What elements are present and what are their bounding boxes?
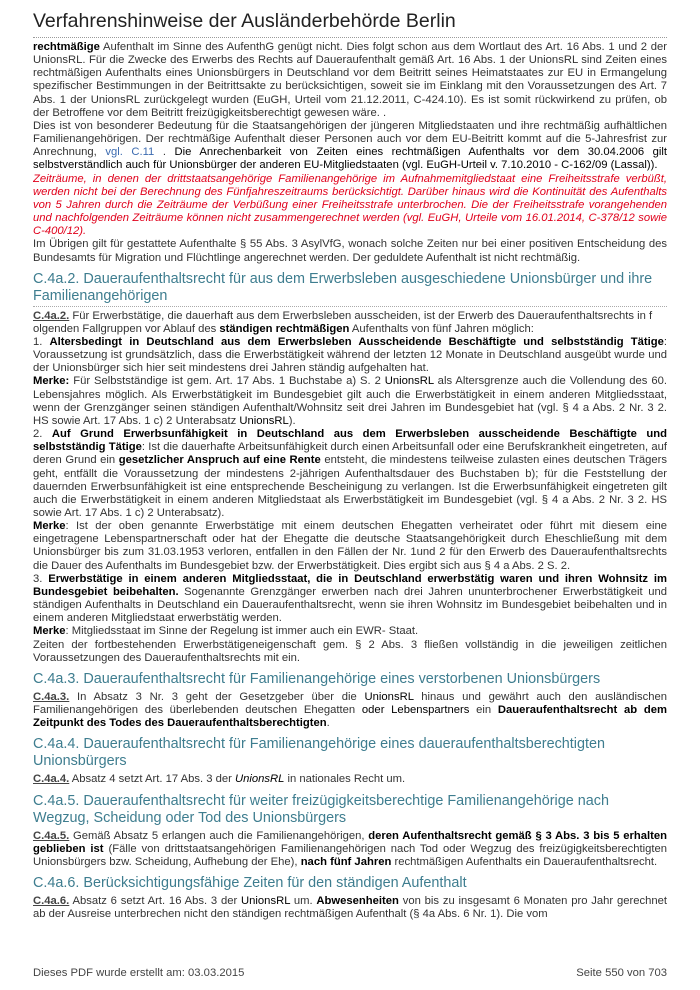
directive-ref: UnionsRL: [364, 690, 414, 703]
intro-text-2c: Die Anrechenbarkeit von Zeiten eines rechtmäßigen Aufenthalts vor dem 30.04.2006 gilt selbstverständlich auch für Unionsbürger der anderen EU-Mitgliedstaaten (vgl. EuGH-Urteil v. 7.10.2010 - C-162/09 (Lassal)).: [33, 146, 667, 172]
s2-item-1: [33, 336, 667, 375]
section-code: C.4a.3.: [33, 690, 70, 703]
s2-item-2: [33, 428, 667, 520]
note-label: Merke:: [33, 375, 70, 388]
s2-note-3: [33, 625, 667, 638]
s6-text-e: von bis zu insgesamt 6 Monaten pro Jahr gerechnet ab der Ausreise unterbrechen nicht den ständigen rechtmäßigen Aufenthalt (§ 4a Abs. 6 Nr. 1). Die vom: [33, 894, 667, 921]
item-number: 1.: [33, 335, 50, 348]
note-label: Merke: [33, 520, 66, 533]
s5-paragraph: [33, 830, 667, 869]
directive-ref: UnionsRL: [384, 375, 434, 388]
section-code: C.4a.5.: [33, 829, 70, 842]
section-heading-c4a6: C.4a.6. Berücksichtigungsfähige Zeiten für den ständigen Aufenthalt: [33, 874, 467, 891]
document-body: [33, 41, 667, 959]
item-title: Auf Grund Erwerbsunfähigkeit in Deutschland aus dem Erwerbsleben ausscheidende Beschäftigte und selbstständig Tätige: [33, 428, 667, 454]
directive-ref: UnionsRL: [235, 773, 285, 786]
cross-reference-link[interactable]: vgl. C.11: [105, 146, 155, 159]
note-text: : Ist der oben genannte Erwerbstätige mit einem deutschen Ehegatten verheiratet oder führt mit diesem eine eingetragene Lebenspartnerschaft oder hat der Ehegatte die deutsche Staatsangehörigkeit durch Eheschließung mit dem Unionsbürger bis zum 31.03.1953 verloren, entfallen in den Fällen der Nr. 1und 2 für den Erwerb des Daueraufenthaltsrechts die Dauer des Aufenthalts im Bundesgebiet bzw. der Erwerbstätigkeit. Dies ergibt sich aus § 4 a Abs. 2 S. 2.: [33, 520, 667, 572]
s3-paragraph: [33, 691, 667, 730]
s2-note-2: [33, 520, 667, 573]
header-divider: [33, 37, 667, 38]
section-heading-c4a5: C.4a.5. Daueraufenthaltsrecht für weiter freizügigkeitsberechtige Familienangehörige nach Wegzug, Scheidung oder Tod des Unionsbürgers: [33, 792, 609, 826]
item-title: Erwerbstätige in einem anderen Mitgliedsstaat, die in Deutschland erwerbstätig waren und ihren Wohnsitz im Bundesgebiet beibehalten.: [33, 572, 667, 598]
s2-line-1: [33, 310, 667, 323]
note-text-a: Für Selbstständige ist gem. Art. 17 Abs. 1 Buchstabe a) S. 2: [69, 375, 385, 388]
intro-paragraph-3-red: Zeiträume, in denen der drittstaatsangehörige Familienangehörige im Aufnahmemitgliedstaat eine Freiheitsstrafe verbüßt, werden nicht bei der Berechnung des Fünfjahreszeitraums berücksichtigt. Darüber hinaus wird die Kontinuität des Aufenthalts von 5 Jahren durch die Zeiträume der Verbüßung einer Freiheitsstrafe unterbrochen. Die der Freiheitsstrafe vorangehenden und nachfolgenden Zeiträume können nicht zusammengerechnet werden (vgl. EuGH, Urteile vom 16.01.2014, C-378/12 sowie C-400/12).: [33, 172, 667, 238]
s5-bold-b: deren Aufenthaltsrecht gemäß § 3 Abs. 3 bis 5 erhalten geblieben ist: [33, 829, 667, 855]
section-heading-c4a3: C.4a.3. Daueraufenthaltsrecht für Familienangehörige eines verstorbenen Unionsbürgers: [33, 670, 601, 687]
intro-paragraph-4: Im Übrigen gilt für gestattete Aufenthalte § 55 Abs. 3 AsylVfG, wonach solche Zeiten nur bei einer positiven Entscheidung des Bundesamts für Migration und Flüchtlinge angerechnet werden. Der geduldete Aufenthalt ist nicht rechtmäßig.: [33, 238, 667, 264]
item-number: 2.: [33, 428, 52, 441]
note-text: : Mitgliedsstaat im Sinne der Regelung ist immer auch ein EWR- Staat.: [65, 625, 419, 638]
s2-closing-paragraph: Zeiten der fortbestehenden Erwerbstätigeneigenschaft gem. § 2 Abs. 3 fließen vollständig in die jeweiligen zeitlichen Voraussetzungen des Daueraufenthaltsrechts mit ein.: [33, 638, 667, 664]
s3-text-g: .: [326, 717, 330, 730]
section-heading-c4a2: C.4a.2. Daueraufenthaltsrecht für aus dem Erwerbsleben ausgeschiedene Unionsbürger und ihre Familienangehörigen: [33, 271, 667, 307]
s4-paragraph: [33, 773, 667, 786]
footer-page-number: Seite 550 von 703: [576, 967, 667, 979]
s2-text-l1: Für Erwerbstätige, die dauerhaft aus dem Erwerbsleben ausscheiden, ist der Erwerb des Daueraufenthaltsrechts in f: [69, 309, 653, 322]
footer-created-date: Dieses PDF wurde erstellt am: 03.03.2015: [33, 967, 245, 979]
item-number: 3.: [33, 572, 49, 585]
section-code: C.4a.2.: [33, 309, 70, 322]
section-heading-c4a4: C.4a.4. Daueraufenthaltsrecht für Familienangehörige eines daueraufenthaltsberechtigten Unionsbürgers: [33, 736, 605, 770]
s6-bold-d: Abwesenheiten: [316, 894, 399, 907]
s2-text-l2c: Aufenthalts von fünf Jahren möglich:: [349, 322, 534, 335]
s3-text-d: oder Lebenspartners: [361, 704, 470, 717]
item-text-a: : Ist die dauerhafte Arbeitsunfähigkeit durch einen Arbeitsunfall oder eine Berufskrankheit eingetreten, auf deren Grund ein: [33, 441, 667, 467]
intro-paragraph-1: [33, 41, 667, 120]
s5-bold-d: nach fünf Jahren: [300, 855, 392, 868]
s4-text-c: in nationales Recht um.: [284, 773, 406, 786]
intro-text-2b: .: [154, 146, 175, 159]
s2-bold-l2b: ständigen rechtmäßigen: [219, 322, 350, 335]
s6-text-a: Absatz 6 setzt Art. 16 Abs. 3 der: [69, 894, 242, 907]
item-bold-phrase: gesetzlicher Anspruch auf eine Rente: [118, 454, 321, 467]
item-text: : Voraussetzung ist grundsätzlich, dass die Erwerbstätigkeit während der letzten 12 Monate in Deutschland ausgeübt wurde und der Unionsbürger sich hier seit mindestens drei Jahren ständig aufgehalten hat.: [33, 335, 667, 375]
s2-text-l2a: olgenden Fallgruppen vor Ablauf des: [33, 322, 220, 335]
page-footer: [33, 967, 667, 979]
item-text-b: entsteht, die mindestens teilweise zulasten eines deutschen Trägers geht, entfällt die Voraussetzung der mindestens 2-jährigen Aufenthaltsdauer des Buchstaben b); für die Feststellung der dauernden Erwerbsunfähigkeit ist eine entsprechende Bescheinigung zu verlangen. Ist die Erwerbsunfähigkeit eingetreten gilt auch die Erwerbstätigkeit in einem anderen Mitgliedstaat als Erwerbstätigkeit im Bundesgebiet (vgl. § 4 a Abs. 2 Nr. 3 2. HS sowie Art. 17 Abs. 1 c) 2 Unterabsatz).: [33, 454, 667, 519]
section-code: C.4a.4.: [33, 773, 70, 786]
s6-paragraph: [33, 895, 667, 921]
note-text-c: als Altersgrenze auch die Vollendung des 60. Lebensjahres möglich. Als Erwerbstätigkeit im Bundesgebiet gilt auch die Erwerbstätigkeit in einem anderen Mitgliedsstaat, wenn der Grenzgänger seinen ständigen Aufenthalt/Wohnsitz seit drei Jahren im Bundesgebiet hat (vgl. § 4 a Abs. 2 Nr. 3 2. HS sowie Art. 17 Abs. 1 c) 2 Unterabsatz: [33, 375, 667, 427]
s2-note-1: [33, 375, 667, 428]
s6-text-c: um.: [290, 894, 317, 907]
s5-text-c: (Fälle von drittstaatsangehörigen Familienangehörigen nach Tod oder Wegzug des freizügigkeitsberechtigten Unionsbürgers bzw. Scheidung, Aufhebung der Ehe),: [33, 842, 667, 868]
section-code: C.4a.6.: [33, 894, 70, 907]
s3-text-a: In Absatz 3 Nr. 3 geht der Gesetzgeber über die: [69, 690, 365, 703]
directive-ref: UnionsRL: [241, 894, 291, 907]
s4-text-a: Absatz 4 setzt Art. 17 Abs. 3 der: [69, 773, 235, 786]
s5-text-e: rechtmäßigen Aufenthalts ein Daueraufenthaltsrecht.: [391, 855, 658, 868]
s5-text-a: Gemäß Absatz 5 erlangen auch die Familienangehörigen,: [69, 829, 369, 842]
intro-text-1: Aufenthalt im Sinne des AufenthG genügt nicht. Dies folgt schon aus dem Wortlaut des Art. 16 Abs. 1 und 2 der UnionsRL. Für die Zwecke des Erwerbs des Rechts auf Daueraufenthalt gemäß Art. 16 Abs. 1 der UnionsRL sind Zeiten eines rechtmäßigen Aufenthalts eines Unionsbürgers in Deutschland vor dem Beitritt seines Heimatstaates zur EU in Ermangelung spezifischer Bestimmungen in der Beitrittsakte zu berücksichtigen, soweit sie im Einklang mit den Voraussetzungen des Art. 7 Abs. 1 der UnionsRL zurückgelegt wurden (EuGH, Urteil vom 21.12.2011, C-424.10). Es ist somit rückwirkend zu prüfen, ob der Betroffene vor dem Beitritt freizügigkeitsberechtigt gewesen wäre. .: [33, 41, 667, 119]
directive-ref: UnionsRL: [239, 414, 289, 427]
note-label: Merke: [33, 625, 66, 638]
note-text-e: ).: [288, 414, 296, 427]
intro-paragraph-2: [33, 120, 667, 173]
s2-line-2: [33, 323, 667, 336]
s3-bold-f: Daueraufenthaltsrecht ab dem Zeitpunkt des Todes des Daueraufenthaltsberechtigten: [33, 704, 667, 730]
intro-text-2a: Dies ist von besonderer Bedeutung für die Staatsangehörigen der jüngeren Mitgliedstaaten und ihre rechtmäßig aufhältlichen Familienangehörigen. Der rechtmäßige Aufenthalt dieser Personen auch vor dem EU-Beitritt kommt auf die 5-Jahresfrist zur Anrechnung,: [33, 119, 667, 159]
item-title: Altersbedingt in Deutschland aus dem Erwerbsleben Ausscheidende Beschäftigte und selbstständig Tätige: [49, 335, 664, 348]
page-title: Verfahrenshinweise der Ausländerbehörde Berlin: [33, 10, 456, 32]
item-text: Sogenannte Grenzgänger erwerben nach drei Jahren ununterbrochener Erwerbstätigkeit und ständigen Aufenthalts in Deutschland ein Daueraufenthaltsrecht, wenn sie ihren Wohnsitz im Bundesgebiet beibehalten und in einem anderen Mitgliedstaat erwerbstätig werden.: [33, 585, 667, 625]
intro-bold-term: rechtmäßige: [33, 41, 100, 53]
s2-item-3: [33, 573, 667, 626]
s3-text-e: ein: [469, 704, 498, 717]
s3-text-c: hinaus und gewährt auch den ausländischen Familienangehörigen des überlebenden deutschen Ehegatten: [33, 690, 667, 717]
